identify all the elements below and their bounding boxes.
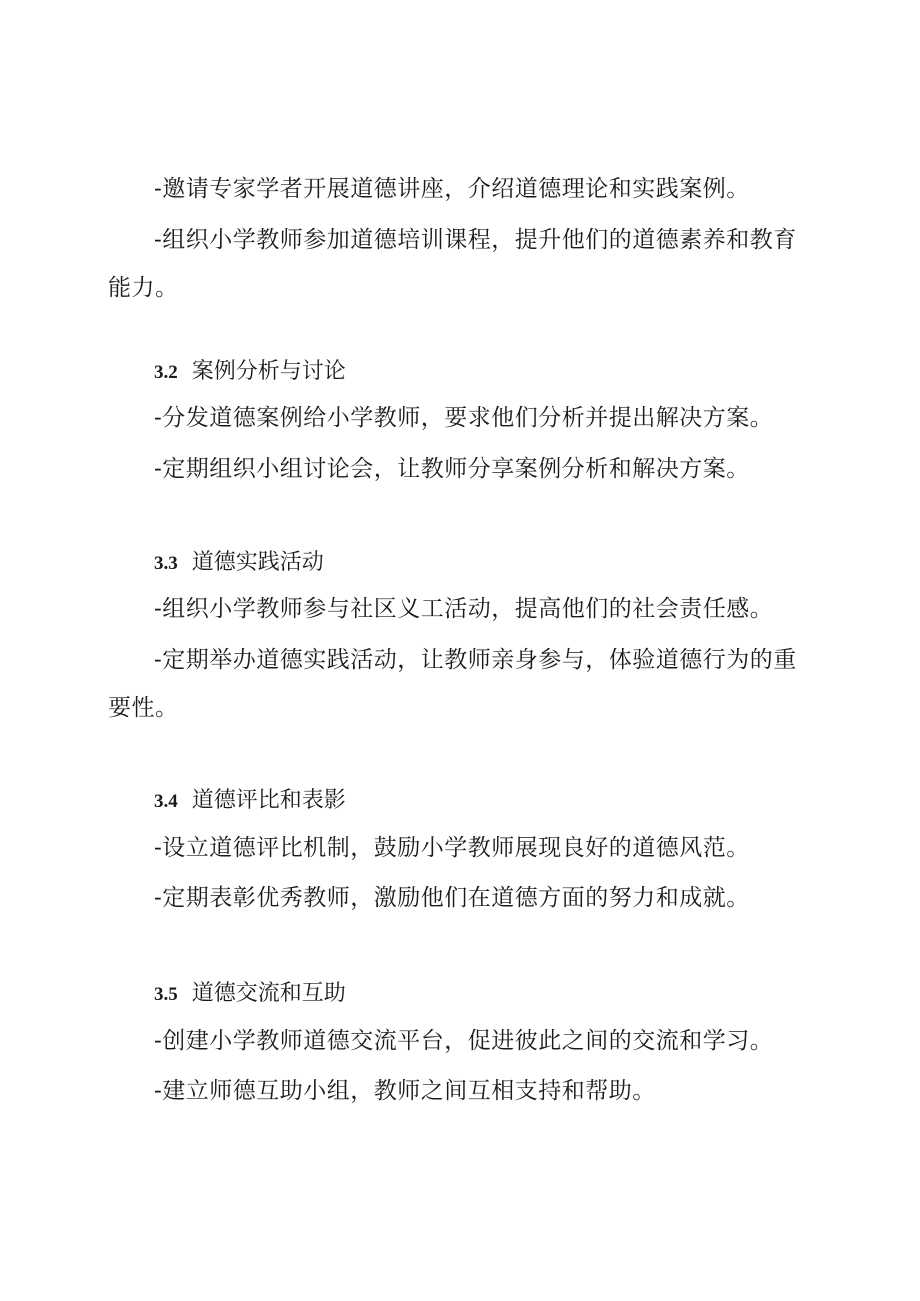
intro-item: -邀请专家学者开展道德讲座，介绍道德理论和实践案例。 <box>154 176 750 202</box>
section-heading <box>154 548 324 579</box>
section-number: 3.3 <box>154 553 178 574</box>
section-heading <box>154 786 346 817</box>
section-item: -定期表彰优秀教师，激励他们在道德方面的努力和成就。 <box>154 885 750 911</box>
section-number: 3.4 <box>154 791 178 812</box>
section-item: -分发道德案例给小学教师，要求他们分析并提出解决方案。 <box>154 405 774 431</box>
intro-item: -组织小学教师参加道德培训课程，提升他们的道德素养和教育能力。 <box>108 227 797 301</box>
section-number: 3.2 <box>154 362 178 383</box>
section-item: -组织小学教师参与社区义工活动，提高他们的社会责任感。 <box>154 596 774 622</box>
section-title: 案例分析与讨论 <box>191 359 346 384</box>
section-heading <box>154 357 346 388</box>
section-number: 3.5 <box>154 984 178 1005</box>
section-item: -创建小学教师道德交流平台，促进彼此之间的交流和学习。 <box>154 1028 774 1054</box>
section-title: 道德交流和互助 <box>191 981 346 1006</box>
section-item: -设立道德评比机制，鼓励小学教师展现良好的道德风范。 <box>154 835 750 861</box>
section-item: -建立师德互助小组，教师之间互相支持和帮助。 <box>154 1078 656 1104</box>
section-heading <box>154 979 346 1010</box>
section-title: 道德实践活动 <box>191 550 324 575</box>
section-item: -定期举办道德实践活动，让教师亲身参与，体验道德行为的重要性。 <box>108 647 797 721</box>
section-title: 道德评比和表影 <box>191 788 346 813</box>
section-item: -定期组织小组讨论会，让教师分享案例分析和解决方案。 <box>154 456 750 482</box>
